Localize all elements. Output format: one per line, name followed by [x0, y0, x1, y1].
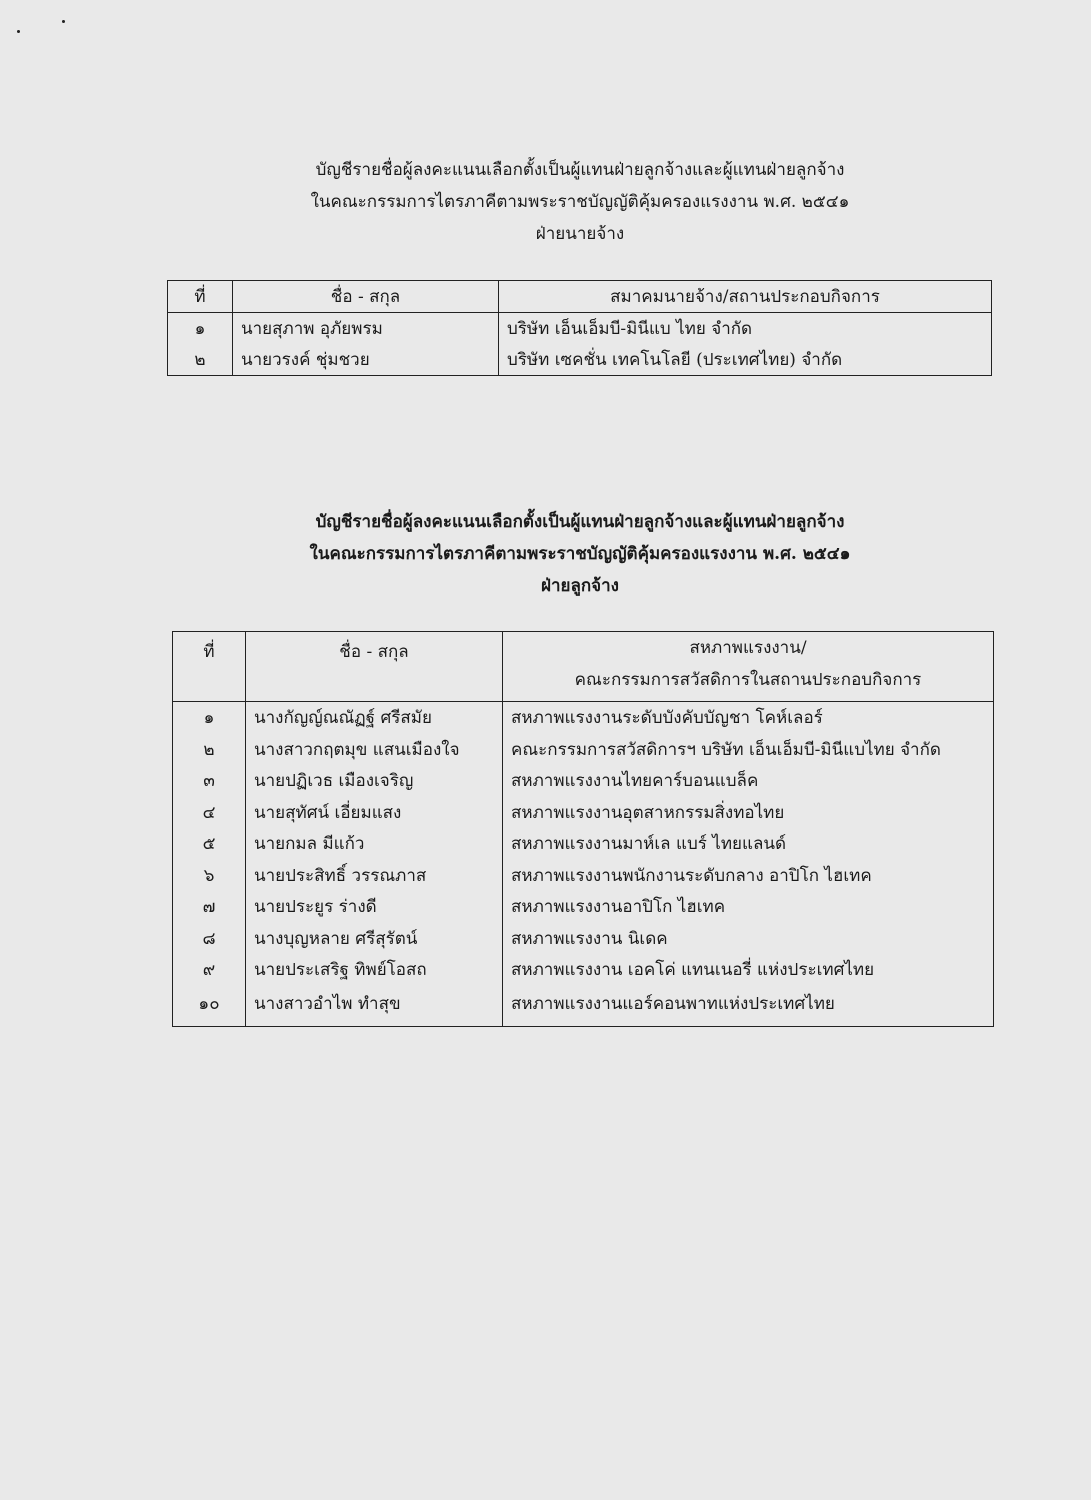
table-row	[168, 344, 992, 376]
row-org: สหภาพแรงงานไทยคาร์บอนแบล็ค	[503, 765, 994, 797]
table-header-row	[173, 632, 994, 702]
scan-speck	[17, 30, 20, 33]
row-name: นางกัญญ์ณณัฏฐ์ ศรีสมัย	[246, 702, 503, 734]
employer-voter-table	[167, 280, 992, 376]
row-name: นายสุภาพ อุภัยพรม	[233, 313, 499, 345]
employee-voter-table	[172, 631, 994, 1027]
employer-title-line2: ในคณะกรรมการไตรภาคีตามพระราชบัญญัติคุ้มครองแรงงาน พ.ศ. ๒๕๔๑	[310, 192, 850, 212]
employer-title-line3: ฝ่ายนายจ้าง	[535, 224, 625, 244]
header-org-line1: สหภาพแรงงาน/	[689, 638, 807, 658]
row-no: ๕	[173, 828, 246, 860]
row-name: นายวรงค์ ชุ่มชวย	[233, 344, 499, 376]
employee-title-line3: ฝ่ายลูกจ้าง	[541, 576, 619, 596]
row-org: สหภาพแรงงานแอร์คอนพาทแห่งประเทศไทย	[503, 986, 994, 1027]
row-org: สหภาพแรงงานมาห์เล แบร์ ไทยแลนด์	[503, 828, 994, 860]
row-name: นางบุญหลาย ศรีสุรัตน์	[246, 923, 503, 955]
table-row	[173, 860, 994, 892]
row-name: นายกมล มีแก้ว	[246, 828, 503, 860]
table-row	[173, 954, 994, 986]
row-no: ๑๐	[173, 986, 246, 1027]
employee-title-line2: ในคณะกรรมการไตรภาคีตามพระราชบัญญัติคุ้มครองแรงงาน พ.ศ. ๒๕๔๑	[309, 544, 851, 564]
row-no: ๙	[173, 954, 246, 986]
header-name: ชื่อ - สกุล	[246, 632, 503, 702]
header-name: ชื่อ - สกุล	[233, 281, 499, 313]
employee-section-title	[160, 506, 1000, 602]
table-row	[173, 734, 994, 766]
row-no: ๔	[173, 797, 246, 829]
row-no: ๗	[173, 891, 246, 923]
row-no: ๒	[173, 734, 246, 766]
row-org: สหภาพแรงงานอาปิโก ไฮเทค	[503, 891, 994, 923]
table-row	[173, 797, 994, 829]
table-header-row	[168, 281, 992, 313]
row-name: นายปฏิเวธ เมืองเจริญ	[246, 765, 503, 797]
row-org: สหภาพแรงงานพนักงานระดับกลาง อาปิโก ไฮเทค	[503, 860, 994, 892]
row-org: สหภาพแรงงานอุตสาหกรรมสิ่งทอไทย	[503, 797, 994, 829]
header-no: ที่	[173, 632, 246, 702]
row-org: คณะกรรมการสวัสดิการฯ บริษัท เอ็นเอ็มบี-มินีแบไทย จำกัด	[503, 734, 994, 766]
row-no: ๓	[173, 765, 246, 797]
row-no: ๑	[168, 313, 233, 345]
row-name: นายสุทัศน์ เอี่ยมแสง	[246, 797, 503, 829]
header-org: สมาคมนายจ้าง/สถานประกอบกิจการ	[499, 281, 992, 313]
row-no: ๑	[173, 702, 246, 734]
table-row	[173, 923, 994, 955]
row-org: สหภาพแรงงานระดับบังคับบัญชา โคห์เลอร์	[503, 702, 994, 734]
row-name: นายประสิทธิ์ วรรณภาส	[246, 860, 503, 892]
header-org	[503, 632, 994, 702]
header-org-line2: คณะกรรมการสวัสดิการในสถานประกอบกิจการ	[574, 670, 922, 690]
row-name: นายประยูร ร่างดี	[246, 891, 503, 923]
table-row	[173, 986, 994, 1027]
row-org: บริษัท เซคชั่น เทคโนโลยี (ประเทศไทย) จำกัด	[499, 344, 992, 376]
row-no: ๘	[173, 923, 246, 955]
row-name: นางสาวกฤตมุข แสนเมืองใจ	[246, 734, 503, 766]
row-no: ๖	[173, 860, 246, 892]
row-name: นางสาวอำไพ ทำสุข	[246, 986, 503, 1027]
scan-speck	[62, 20, 65, 23]
table-row	[173, 891, 994, 923]
table-row	[173, 828, 994, 860]
employee-title-line1: บัญชีรายชื่อผู้ลงคะแนนเลือกตั้งเป็นผู้แทนฝ่ายลูกจ้างและผู้แทนฝ่ายลูกจ้าง	[315, 512, 845, 532]
employer-title-line1: บัญชีรายชื่อผู้ลงคะแนนเลือกตั้งเป็นผู้แทนฝ่ายลูกจ้างและผู้แทนฝ่ายลูกจ้าง	[315, 160, 845, 180]
header-no: ที่	[168, 281, 233, 313]
row-org: บริษัท เอ็นเอ็มบี-มินีแบ ไทย จำกัด	[499, 313, 992, 345]
table-row	[168, 313, 992, 345]
row-org: สหภาพแรงงาน เอคโค่ แทนเนอรี่ แห่งประเทศไทย	[503, 954, 994, 986]
row-no: ๒	[168, 344, 233, 376]
employer-section-title	[160, 154, 1000, 250]
row-org: สหภาพแรงงาน นิเดค	[503, 923, 994, 955]
table-row	[173, 765, 994, 797]
table-row	[173, 702, 994, 734]
row-name: นายประเสริฐ ทิพย์โอสถ	[246, 954, 503, 986]
